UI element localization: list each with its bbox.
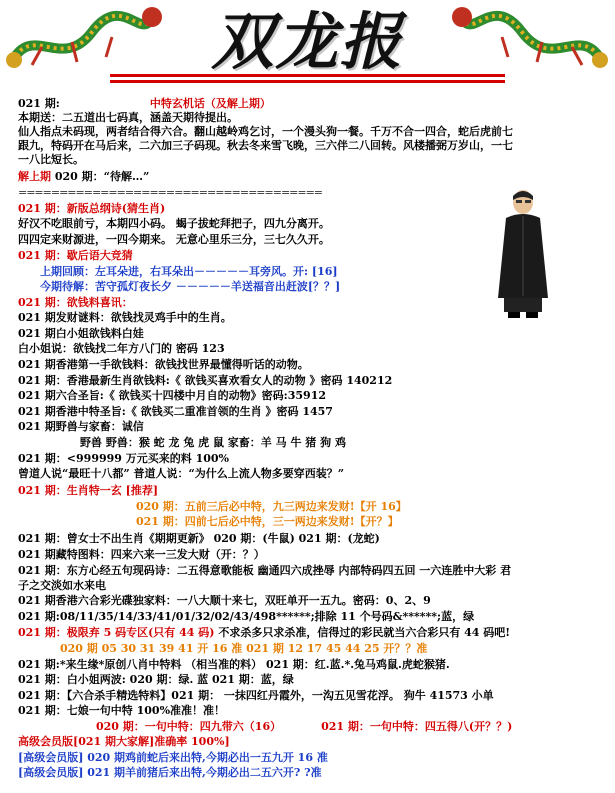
- line-poem-1: 仙人指点未码现，两者结合得六合。翻山越岭鸡乞讨，一个漫头狗一餐。千万不合一四合，蛇后虎前七: [18, 125, 513, 138]
- line-heart-sutra-1: 021 期：东方心经五句现码诗：二五得意歌能板 幽通四六成挫辱 内部特码四五回 一六连胜中大彩 君: [18, 564, 512, 577]
- line-hidden-map: 021 期藏特图料：四来六来一三发大财（开：？）: [18, 548, 265, 561]
- line-open-numbers: 020 期 05 30 31 39 41 开 16 准 021 期 12 17 45 44 25 开？？准: [60, 642, 428, 655]
- section-poem-title: 021 期：新版总纲诗(猜生肖): [18, 202, 166, 215]
- line-premium-021: [高级会员版] 021 期羊前猪后来出特,今期必出二五六开? ?准: [18, 766, 322, 779]
- line-money-6: 021 期六合圣旨:《 欲钱买十四楼中月自的动物》密码:35912: [18, 389, 327, 402]
- line-poem-3: 一八比短长。: [18, 153, 84, 166]
- line-poem-a: 好汉不吃眼前亏，本期四小码。 蝎子拔蛇拜把子，四九分离开。: [18, 217, 330, 230]
- line-heart-sutra-2: 子之交淡如水来电: [18, 579, 106, 592]
- line-daoist: 曾道人说“最旺十八都” 普道人说：“为什么上流人物多要穿西装？”: [18, 467, 345, 480]
- line-eight-zodiac: 021 期:*来生缘*原创八肖中特料 （相当准的料） 021 期：红.蓝.*.兔马鸡鼠.虎蛇猴猪.: [18, 658, 450, 671]
- line-premium-020: [高级会员版] 020 期鸡前蛇后来出特,今期必出一五九开 16 准: [18, 751, 328, 764]
- section-riddle-title: 021 期：歇后语大竞猜: [18, 249, 133, 262]
- line-999999: 021 期：<999999 万元买来的料 100%: [18, 452, 230, 465]
- line-this-issue: 本期送：二五道出七码真，涵盖天期待提出。: [18, 111, 238, 124]
- line-cd: 021 期香港六合彩光碟独家料：一八大顺十来七，双旺单开一五九。密码：0、2、9: [18, 594, 431, 607]
- line-money-4: 021 期香港第一手欲钱料：欲钱找世界最懂得听话的动物。: [18, 358, 309, 371]
- line-zodiac-021: 021 期：四前七后必中特，三一两边来发财!【开？】: [136, 515, 399, 528]
- line-limit: 021 期：极限弃 5 码专区(只有 44 码) 不求杀多只求杀准，信得过的彩民就当六合彩只有 44 码吧!: [18, 626, 511, 639]
- dragon-left-icon: [2, 2, 162, 78]
- line-last-issue: 解上期 020 期：“待解…”: [18, 170, 150, 183]
- line-killer: 021 期：【六合杀手精选特料】021 期： 一抹四红丹霞外，一沟五见雪花浮。 狗牛 41573 小单: [18, 689, 494, 702]
- dragon-right-icon: [452, 2, 612, 78]
- line-two-waves: 021 期：白小姐两波: 020 期：绿. 蓝 021 期：蓝，绿: [18, 673, 294, 686]
- line-money-7: 021 期香港中特圣旨:《 欲钱买二重准首领的生肖 》密码 1457: [18, 405, 333, 418]
- title-underline-bottom: [110, 80, 505, 83]
- line-money-2: 021 期白小姐欲钱料白娃: [18, 327, 144, 340]
- line-beast-list: 野兽 野兽：猴 蛇 龙 兔 虎 鼠 家畜：羊 马 牛 猪 狗 鸡: [80, 436, 346, 449]
- section-zodiac-title: 021 期：生肖特一玄 [推荐]: [18, 484, 159, 497]
- line-poem-b: 四四定来财源进，一四今期来。 无意心里乐三分，三七久久开。: [18, 233, 330, 246]
- line-money-1: 021 期发财谜料：欲钱找灵鸡手中的生肖。: [18, 311, 232, 324]
- page-title: 双龙报: [211, 5, 404, 78]
- line-numbers: 021 期:08/11/35/14/33/41/01/32/02/43/498******;排除 11 个号码&******;蓝，绿: [18, 610, 475, 623]
- line-premium-title: 高级会员版[021 期大家解]准确率 100%]: [18, 735, 230, 748]
- line-one-sentence: 020 期：一句中特：四九带六（16） 021 期：一句中特：四五得八(开？？): [96, 720, 513, 733]
- line-riddle-review: 上期回顾：左耳朵进，右耳朵出－－－－－耳旁风。开: [16]: [40, 265, 338, 278]
- line-issue-header: 021 期: 中特玄机话（及解上期）: [18, 97, 271, 110]
- line-beast-title: 021 期野兽与家畜：诚信: [18, 420, 144, 433]
- line-riddle-current: 今期待解：苦守孤灯夜长夕 －－－－－羊送福音出赶波[？？]: [40, 280, 341, 293]
- line-poem-2: 跟九，特码开在马后来，二六加三子码现。秋去冬来雪飞晚，三六伴二八回转。风楼播弼万岁山，一七: [18, 139, 513, 152]
- section-money-title: 021 期：欲钱料喜讯：: [18, 296, 133, 309]
- separator: =====================================: [18, 186, 323, 199]
- person-photo: [492, 188, 554, 320]
- line-seven-lady: 021 期：七娘一句中特 100%准准！准！: [18, 704, 226, 717]
- line-money-3: 白小姐说：欲钱找二年方八门的 密码 123: [18, 342, 225, 355]
- line-money-5: 021 期：香港最新生肖欲钱料:《 欲钱买喜欢看女人的动物 》密码 140212: [18, 374, 393, 387]
- line-zeng: 021 期：曾女士不出生肖《期期更新》 020 期：(牛鼠) 021 期：(龙蛇): [18, 532, 380, 545]
- line-zodiac-020: 020 期：五前三后必中特，九三两边来发财!【开 16】: [136, 500, 407, 513]
